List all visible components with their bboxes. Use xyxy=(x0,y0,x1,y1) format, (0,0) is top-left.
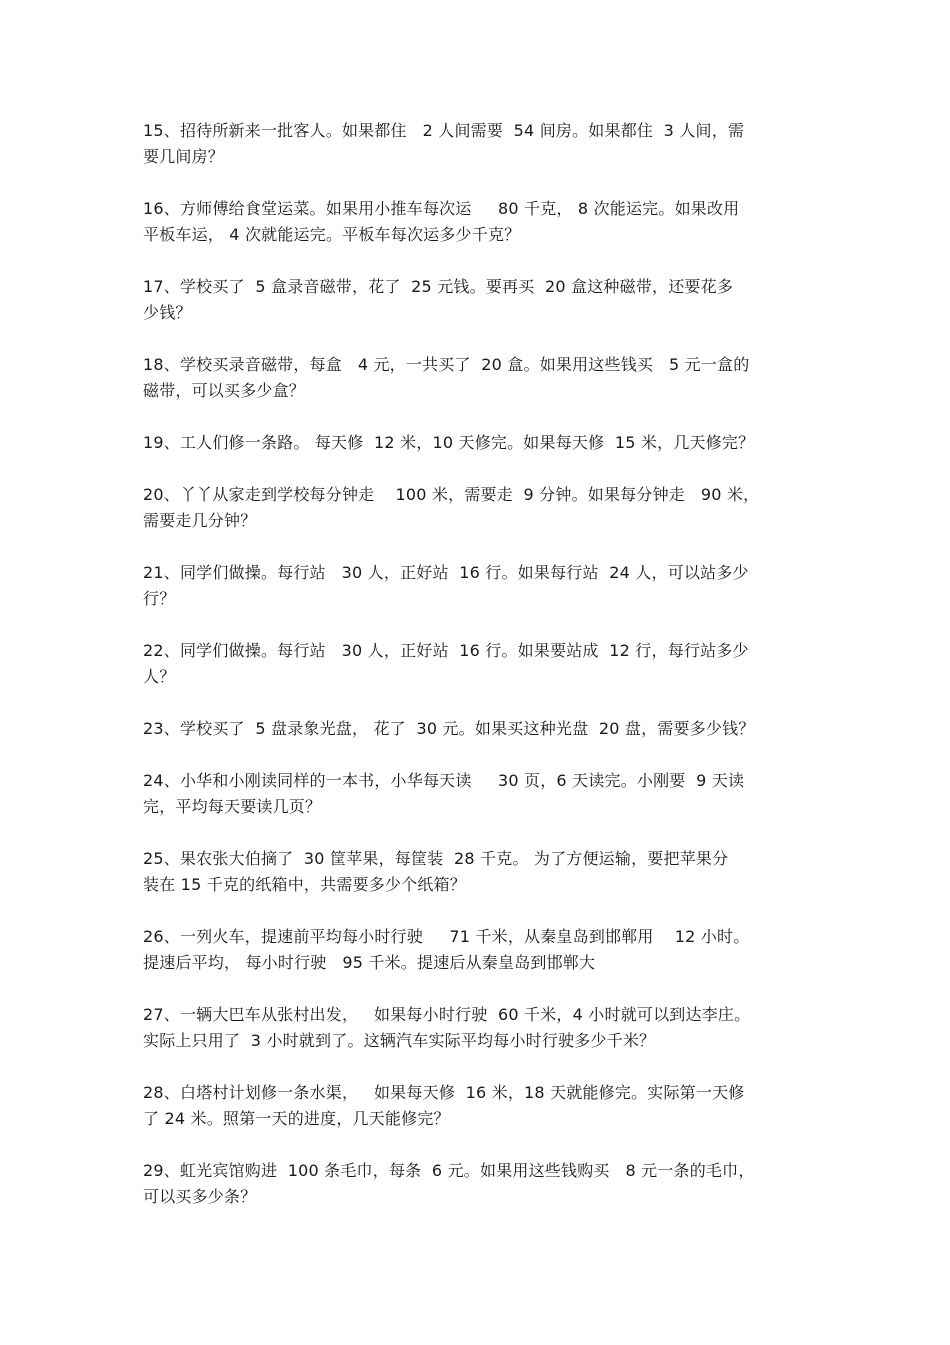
problem-line: 21、同学们做操。每行站 30 人，正好站 16 行。如果每行站 24 人，可以站多少 xyxy=(143,563,749,582)
problem-17 xyxy=(143,274,807,326)
problem-line: 26、一列火车，提速前平均每小时行驶 71 千米，从秦皇岛到邯郸用 12 小时。 xyxy=(143,927,750,946)
problem-line: 20、丫丫从家走到学校每分钟走 100 米，需要走 9 分钟。如果每分钟走 90 米， xyxy=(143,485,760,504)
problem-27 xyxy=(143,1002,807,1054)
problem-line: 17、学校买了 5 盒录音磁带，花了 25 元钱。要再买 20 盒这种磁带，还要花多 xyxy=(143,277,734,296)
problem-26 xyxy=(143,924,807,976)
problem-22 xyxy=(143,638,807,690)
problem-29 xyxy=(143,1158,807,1210)
problem-line: 27、一辆大巴车从张村出发， 如果每小时行驶 60 千米，4 小时就可以到达李庄。 xyxy=(143,1005,751,1024)
problem-line: 了 24 米。照第一天的进度，几天能修完？ xyxy=(143,1109,450,1128)
problem-line: 人？ xyxy=(143,667,176,686)
problem-line: 需要走几分钟？ xyxy=(143,511,257,530)
problem-line: 平板车运， 4 次就能运完。平板车每次运多少千克？ xyxy=(143,225,521,244)
problem-line: 可以买多少条？ xyxy=(143,1187,257,1206)
problem-line: 装在 15 千克的纸箱中，共需要多少个纸箱？ xyxy=(143,875,466,894)
problem-line: 18、学校买录音磁带，每盒 4 元，一共买了 20 盒。如果用这些钱买 5 元一盒的 xyxy=(143,355,750,374)
problem-line: 25、果农张大伯摘了 30 筐苹果，每筐装 28 千克。 为了方便运输，要把苹果分 xyxy=(143,849,729,868)
problem-24 xyxy=(143,768,807,820)
problem-line: 28、白塔村计划修一条水渠， 如果每天修 16 米，18 天就能修完。实际第一天修 xyxy=(143,1083,745,1102)
problem-28 xyxy=(143,1080,807,1132)
problem-line: 29、虹光宾馆购进 100 条毛巾，每条 6 元。如果用这些钱购买 8 元一条的毛巾， xyxy=(143,1161,755,1180)
problem-line: 15、招待所新来一批客人。如果都住 2 人间需要 54 间房。如果都住 3 人间，需 xyxy=(143,121,745,140)
problem-line: 完，平均每天要读几页？ xyxy=(143,797,322,816)
problem-20 xyxy=(143,482,807,534)
problem-21 xyxy=(143,560,807,612)
problem-line: 实际上只用了 3 小时就到了。这辆汽车实际平均每小时行驶多少千米？ xyxy=(143,1031,656,1050)
problem-line: 22、同学们做操。每行站 30 人，正好站 16 行。如果要站成 12 行，每行站多少 xyxy=(143,641,749,660)
problem-15 xyxy=(143,118,807,170)
problem-19 xyxy=(143,430,807,456)
document-page xyxy=(143,118,807,1236)
problem-line: 23、学校买了 5 盘录象光盘， 花了 30 元。如果买这种光盘 20 盘，需要多少钱？ xyxy=(143,719,755,738)
problem-line: 少钱？ xyxy=(143,303,192,322)
problem-23 xyxy=(143,716,807,742)
problem-line: 提速后平均， 每小时行驶 95 千米。提速后从秦皇岛到邯郸大 xyxy=(143,953,596,972)
problem-line: 16、方师傅给食堂运菜。如果用小推车每次运 80 千克， 8 次能运完。如果改用 xyxy=(143,199,740,218)
problem-line: 24、小华和小刚读同样的一本书，小华每天读 30 页，6 天读完。小刚要 9 天读 xyxy=(143,771,745,790)
problem-line: 行？ xyxy=(143,589,176,608)
problem-25 xyxy=(143,846,807,898)
problem-16 xyxy=(143,196,807,248)
problem-line: 19、工人们修一条路。 每天修 12 米，10 天修完。如果每天修 15 米，几天修完？ xyxy=(143,433,755,452)
problem-line: 要几间房？ xyxy=(143,147,225,166)
problem-line: 磁带，可以买多少盒？ xyxy=(143,381,306,400)
problem-18 xyxy=(143,352,807,404)
